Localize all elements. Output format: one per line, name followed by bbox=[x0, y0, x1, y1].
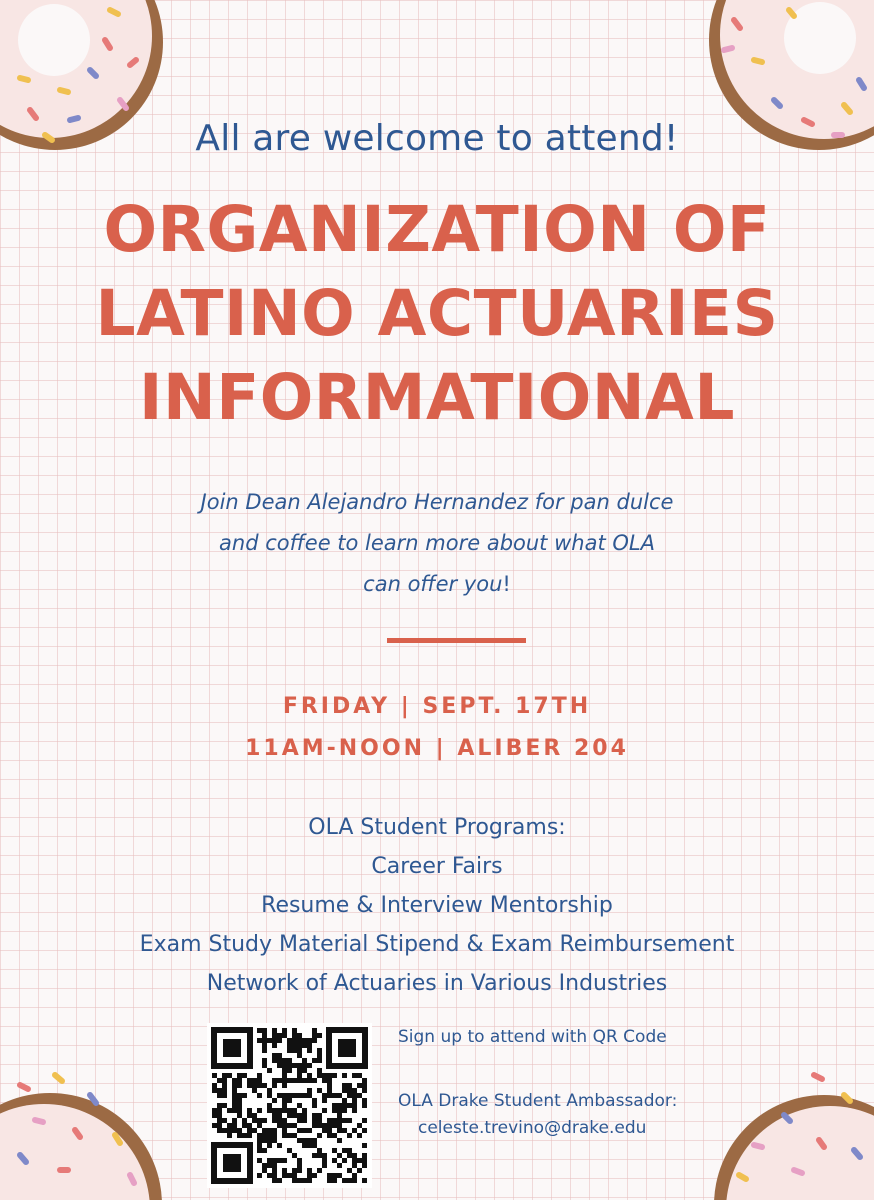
qr-code[interactable] bbox=[207, 1023, 372, 1188]
donut-icon bbox=[0, 1045, 180, 1200]
event-date: FRIDAY | SEPT. 17TH bbox=[282, 694, 592, 719]
programs-heading: OLA Student Programs: bbox=[308, 815, 566, 840]
intro-line: and coffee to learn more about what OLA bbox=[219, 531, 655, 555]
ambassador-email[interactable]: celeste.trevino@drake.edu bbox=[418, 1118, 647, 1138]
intro-exclamation: ! bbox=[502, 572, 511, 596]
program-item: Career Fairs bbox=[371, 854, 503, 879]
donut-icon bbox=[694, 1045, 874, 1200]
intro-line-text: can offer you bbox=[363, 572, 503, 596]
signup-instruction: Sign up to attend with QR Code bbox=[398, 1027, 667, 1047]
flyer-title bbox=[40, 188, 834, 440]
title-line: INFORMATIONAL bbox=[139, 361, 735, 434]
title-line: LATINO ACTUARIES bbox=[95, 277, 779, 350]
intro-line bbox=[120, 564, 754, 605]
ambassador-label: OLA Drake Student Ambassador: bbox=[398, 1091, 678, 1111]
ambassador-contact bbox=[398, 1088, 677, 1142]
title-line: ORGANIZATION OF bbox=[103, 193, 771, 266]
intro-paragraph bbox=[120, 482, 754, 605]
program-item: Exam Study Material Stipend & Exam Reimbursement bbox=[139, 932, 735, 957]
program-item: Resume & Interview Mentorship bbox=[261, 893, 613, 918]
event-time-location: 11AM-NOON | ALIBER 204 bbox=[245, 736, 629, 761]
divider bbox=[387, 638, 526, 643]
welcome-line: All are welcome to attend! bbox=[195, 118, 679, 159]
programs-list bbox=[0, 808, 874, 1003]
intro-line: Join Dean Alejandro Hernandez for pan dulce bbox=[200, 490, 674, 514]
program-item: Network of Actuaries in Various Industries bbox=[206, 971, 668, 996]
